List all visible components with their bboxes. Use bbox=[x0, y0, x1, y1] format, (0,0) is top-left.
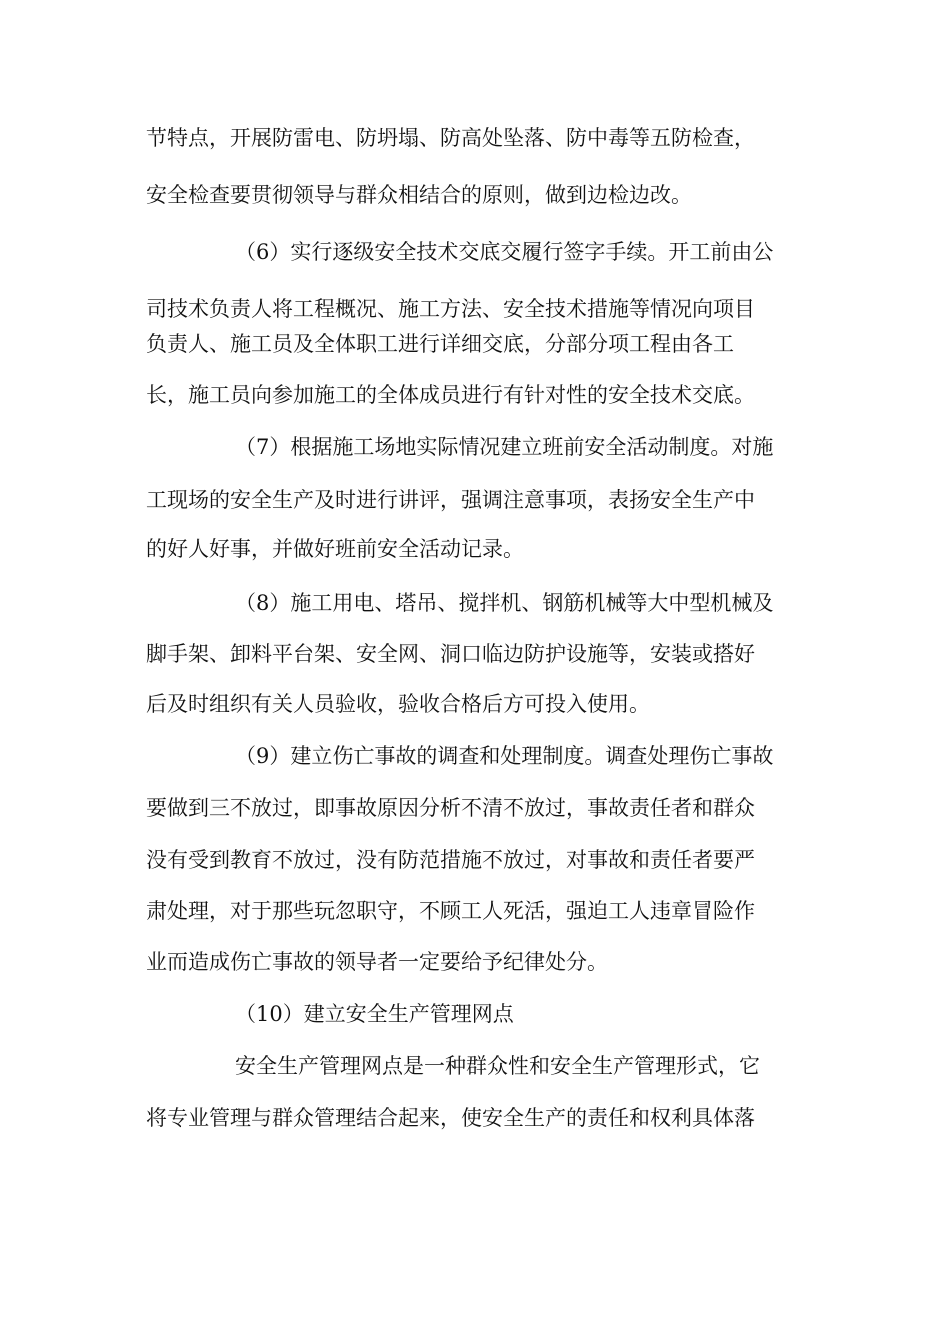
text-line: 没有受到教育不放过，没有防范措施不放过，对事故和责任者要严 bbox=[146, 848, 755, 872]
text-line: 节特点，开展防雷电、防坍塌、防高处坠落、防中毒等五防检查， bbox=[146, 126, 755, 150]
text-line: 将专业管理与群众管理结合起来，使安全生产的责任和权利具体落 bbox=[146, 1106, 755, 1130]
text-line: 的好人好事，并做好班前安全活动记录。 bbox=[146, 537, 524, 561]
text-line: 脚手架、卸料平台架、安全网、洞口临边防护设施等，安装或搭好 bbox=[146, 642, 755, 666]
text-line: 负责人、施工员及全体职工进行详细交底，分部分项工程由各工 bbox=[146, 332, 734, 356]
text-line: 安全检查要贯彻领导与群众相结合的原则，做到边检边改。 bbox=[146, 183, 692, 207]
paragraph-8-first-line: （8）施工用电、塔吊、搅拌机、钢筋机械等大中型机械及 bbox=[235, 591, 774, 615]
section-10-heading: （10）建立安全生产管理网点 bbox=[235, 1002, 514, 1026]
text-line: 工现场的安全生产及时进行讲评，强调注意事项，表扬安全生产中 bbox=[146, 488, 755, 512]
paragraph-7-first-line: （7）根据施工场地实际情况建立班前安全活动制度。对施 bbox=[235, 435, 774, 459]
text-line: 司技术负责人将工程概况、施工方法、安全技术措施等情况向项目 bbox=[146, 297, 755, 321]
text-line: 长，施工员向参加施工的全体成员进行有针对性的安全技术交底。 bbox=[146, 383, 755, 407]
paragraph-10-first-line: 安全生产管理网点是一种群众性和安全生产管理形式，它 bbox=[235, 1054, 760, 1078]
text-line: 要做到三不放过，即事故原因分析不清不放过，事故责任者和群众 bbox=[146, 796, 755, 820]
paragraph-6-first-line: （6）实行逐级安全技术交底交履行签字手续。开工前由公 bbox=[235, 240, 774, 264]
paragraph-9-first-line: （9）建立伤亡事故的调查和处理制度。调查处理伤亡事故 bbox=[235, 744, 774, 768]
text-line: 业而造成伤亡事故的领导者一定要给予纪律处分。 bbox=[146, 950, 608, 974]
text-line: 肃处理，对于那些玩忽职守，不顾工人死活，强迫工人违章冒险作 bbox=[146, 899, 755, 923]
text-line: 后及时组织有关人员验收，验收合格后方可投入使用。 bbox=[146, 692, 650, 716]
